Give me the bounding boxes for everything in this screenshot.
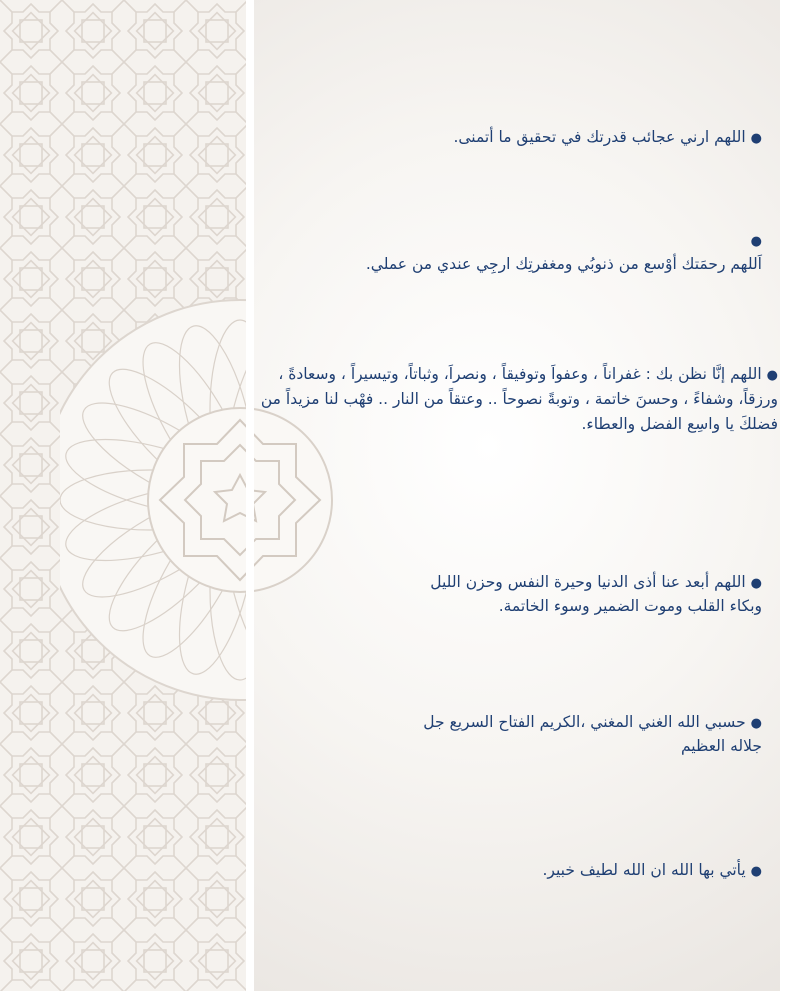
dua-1-text: اللهم ارني عجائب قدرتك في تحقيق ما أتمنى.: [453, 128, 746, 146]
dua-4-text: اللهم أبعد عنا أذى الدنيا وحيرة النفس وحزن الليل وبكاء القلب وموت الضمير وسوء الخاتمة.: [430, 573, 762, 616]
page-divider: [246, 0, 254, 991]
dua-3-text: اللهم إنَّا نظن بك : غفراناً ، وعفواَ وتوفيقاً ، ونصراَ، وثباتاً، وتيسيراً ، وسعادةً ، ورزقاً، وشفاءً ، وحسنَ خاتمة ، وتوبةً نصوحاً .. وعتقاً من النار .. فهْب لنا مزيداً من فضلكَ يا واسِع الفضل والعطاء.: [260, 365, 778, 434]
bullet-icon: ●: [750, 131, 762, 146]
rosette-ornament-icon: [60, 280, 420, 720]
bullet-icon: ●: [750, 234, 762, 249]
dua-2-text: اَللهم رحمَتك أوْسع من ذنوبُي ومغفرتِك ارجِي عندي من عملي.: [365, 255, 762, 274]
dua-4: [410, 570, 762, 618]
bullet-icon: ●: [766, 368, 778, 383]
dua-5-text: حسبي الله الغني المغني ،الكريم الفتاح السريع جل جلاله العظيم: [423, 713, 762, 756]
page-edge: [780, 0, 788, 991]
dua-6-text: يأتي بها الله ان الله لطيف خبير.: [542, 861, 746, 879]
dua-1: [300, 125, 762, 149]
dua-2: [270, 232, 762, 276]
dua-6: [440, 858, 762, 882]
dua-5: [410, 710, 762, 758]
bullet-icon: ●: [750, 576, 762, 591]
bullet-icon: ●: [750, 864, 762, 879]
dua-3: [258, 362, 778, 437]
bullet-icon: ●: [750, 716, 762, 731]
